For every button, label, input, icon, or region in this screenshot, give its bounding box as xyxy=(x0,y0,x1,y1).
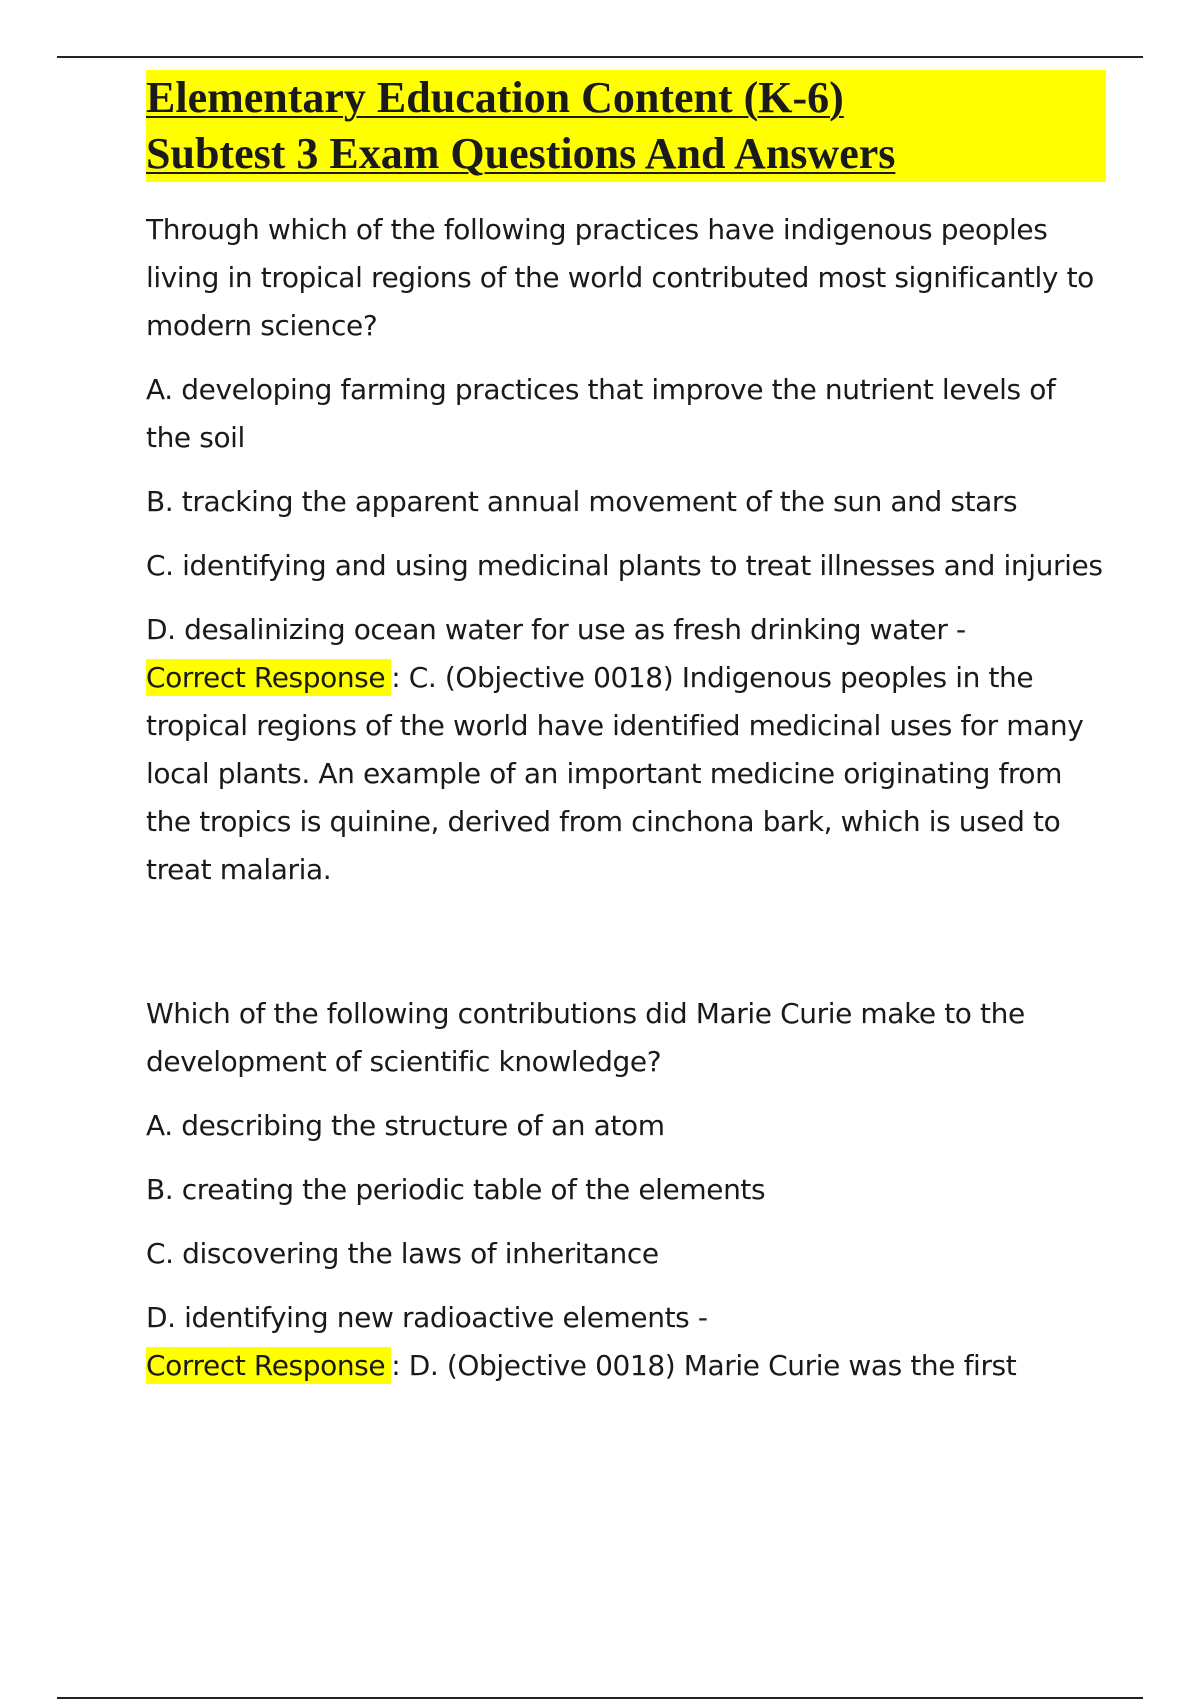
question-2-option-b: B. creating the periodic table of the elements xyxy=(146,1173,766,1206)
question-1-option-d: D. desalinizing ocean water for use as fresh drinking water - xyxy=(146,613,966,646)
bottom-rule xyxy=(57,1697,1143,1699)
title-line-2: Subtest 3 Exam Questions And Answers xyxy=(146,126,1106,182)
question-1-answer xyxy=(146,654,1106,894)
question-2-option-a: A. describing the structure of an atom xyxy=(146,1109,665,1142)
question-2-option-d-block xyxy=(146,1294,1106,1390)
question-1-explanation: : C. (Objective 0018) Indigenous peoples in the tropical regions of the world have identified medicinal uses for many local plants. An example of an important medicine originating from the tropics is quinine, derived from cinchona bark, which is used to treat malaria. xyxy=(146,661,1084,886)
title-line-1: Elementary Education Content (K-6) xyxy=(146,70,1106,126)
document-title xyxy=(146,70,1106,182)
question-2-text: Which of the following contributions did Marie Curie make to the development of scientific knowledge? xyxy=(146,997,1025,1078)
correct-response-label: Correct Response xyxy=(146,659,391,696)
question-1-option-a: A. developing farming practices that improve the nutrient levels of the soil xyxy=(146,373,1056,454)
question-2-explanation: : D. (Objective 0018) Marie Curie was the first xyxy=(391,1349,1017,1382)
question-1-option-d-block xyxy=(146,606,1106,894)
correct-response-label: Correct Response xyxy=(146,1347,391,1384)
question-2-option-c: C. discovering the laws of inheritance xyxy=(146,1237,659,1270)
question-2-answer xyxy=(146,1342,1106,1390)
question-1-option-c: C. identifying and using medicinal plants to treat illnesses and injuries xyxy=(146,549,1103,582)
document-body xyxy=(146,70,1106,1390)
top-rule xyxy=(57,56,1143,58)
question-1-text: Through which of the following practices have indigenous peoples living in tropical regions of the world contributed most significantly to modern science? xyxy=(146,213,1094,342)
question-1-option-b: B. tracking the apparent annual movement of the sun and stars xyxy=(146,485,1018,518)
question-2-option-d: D. identifying new radioactive elements - xyxy=(146,1301,708,1334)
